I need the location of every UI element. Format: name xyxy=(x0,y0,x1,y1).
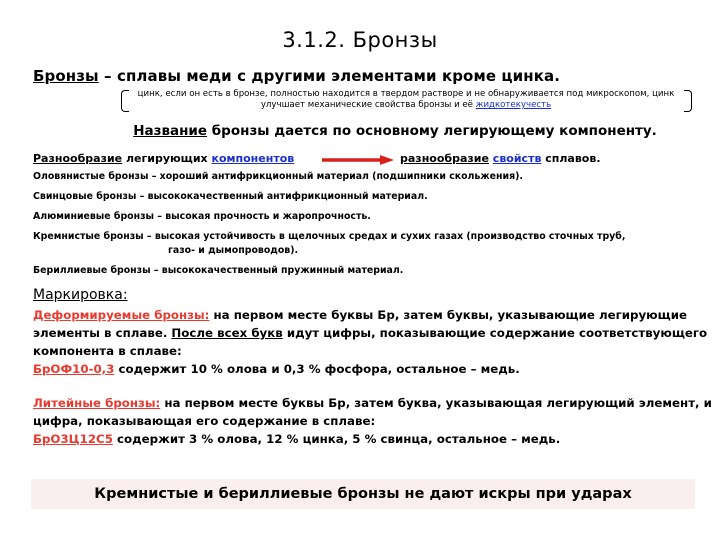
definition-text: – сплавы меди с другими элементами кроме цинка. xyxy=(98,67,561,85)
wrought-bronzes-paragraph xyxy=(33,306,713,378)
wrought-text-2: идут цифры, показывающие содержание соответствующего компонента в сплаве: xyxy=(33,326,708,358)
cast-bronzes-paragraph xyxy=(33,394,713,448)
cast-example-grade: БрО3Ц12С5 xyxy=(33,432,113,446)
list-item: Свинцовые бронзы – высококачественный антифрикционный материал. xyxy=(33,191,428,202)
list-item-line: газо- и дымопроводов). xyxy=(168,244,299,256)
banner-text: Кремнистые и бериллиевые бронзы не дают искры при ударах xyxy=(94,486,632,502)
wrought-example-grade: БрОФ10-0,3 xyxy=(33,362,115,376)
arrow-right-icon xyxy=(322,155,394,165)
properties-link[interactable]: свойств xyxy=(492,152,542,165)
variety-mid: легирующих xyxy=(122,152,212,165)
cast-label: Литейные бронзы: xyxy=(33,396,161,410)
list-item: Оловянистые бронзы – хороший антифрикционный материал (подшипники скольжения). xyxy=(33,171,523,182)
bronze-types-list xyxy=(33,170,713,284)
cast-example-text: содержит 3 % олова, 12 % цинка, 5 % свинца, остальное – медь. xyxy=(112,432,561,446)
wrought-emphasis: После всех букв xyxy=(171,326,283,340)
variety-term: Разнообразие xyxy=(33,152,123,165)
naming-term: Название xyxy=(133,123,208,139)
list-item: Алюминиевые бронзы – высокая прочность и жаропрочность. xyxy=(33,211,371,222)
components-link[interactable]: компонентов xyxy=(211,152,295,165)
note-bracket-right xyxy=(684,90,692,112)
variety-right-term: разнообразие xyxy=(400,152,489,165)
wrought-example-text: содержит 10 % олова и 0,3 % фосфора, остальное – медь. xyxy=(114,362,520,376)
spark-note-banner xyxy=(31,479,695,509)
naming-rule xyxy=(0,123,720,139)
marking-heading: Маркировка: xyxy=(33,287,128,303)
variety-right-text: сплавов. xyxy=(541,152,601,165)
list-item-line: Кремнистые бронзы – высокая устойчивость в щелочных средах и сухих газах (производство сточных труб, xyxy=(33,231,626,242)
page-title: 3.1.2. Бронзы xyxy=(282,28,438,52)
definition xyxy=(33,67,560,85)
variety-left xyxy=(33,152,294,165)
variety-right xyxy=(400,152,601,165)
naming-text: бронзы дается по основному легирующему компоненту. xyxy=(207,123,657,139)
zinc-note xyxy=(128,89,684,111)
wrought-label: Деформируемые бронзы: xyxy=(33,308,210,322)
definition-term: Бронзы xyxy=(33,67,99,85)
fluidity-link[interactable]: жидкотекучесть xyxy=(475,100,552,110)
cast-text: на первом месте буквы Бр, затем буква, указывающая легирующий элемент, и цифра, показывающая его содержание в сплаве: xyxy=(33,396,712,428)
zinc-note-text: цинк, если он есть в бронзе, полностью находится в твердом растворе и не обнаруживается под микроскопом, цинк улучшает механические свойства бронзы и её xyxy=(137,89,675,110)
list-item xyxy=(33,230,713,257)
list-item: Бериллиевые бронзы – высококачественный пружинный материал. xyxy=(33,264,404,276)
wrought-text: на первом месте буквы Бр, затем буквы, указывающие легирующие элементы в сплаве. xyxy=(33,308,687,340)
